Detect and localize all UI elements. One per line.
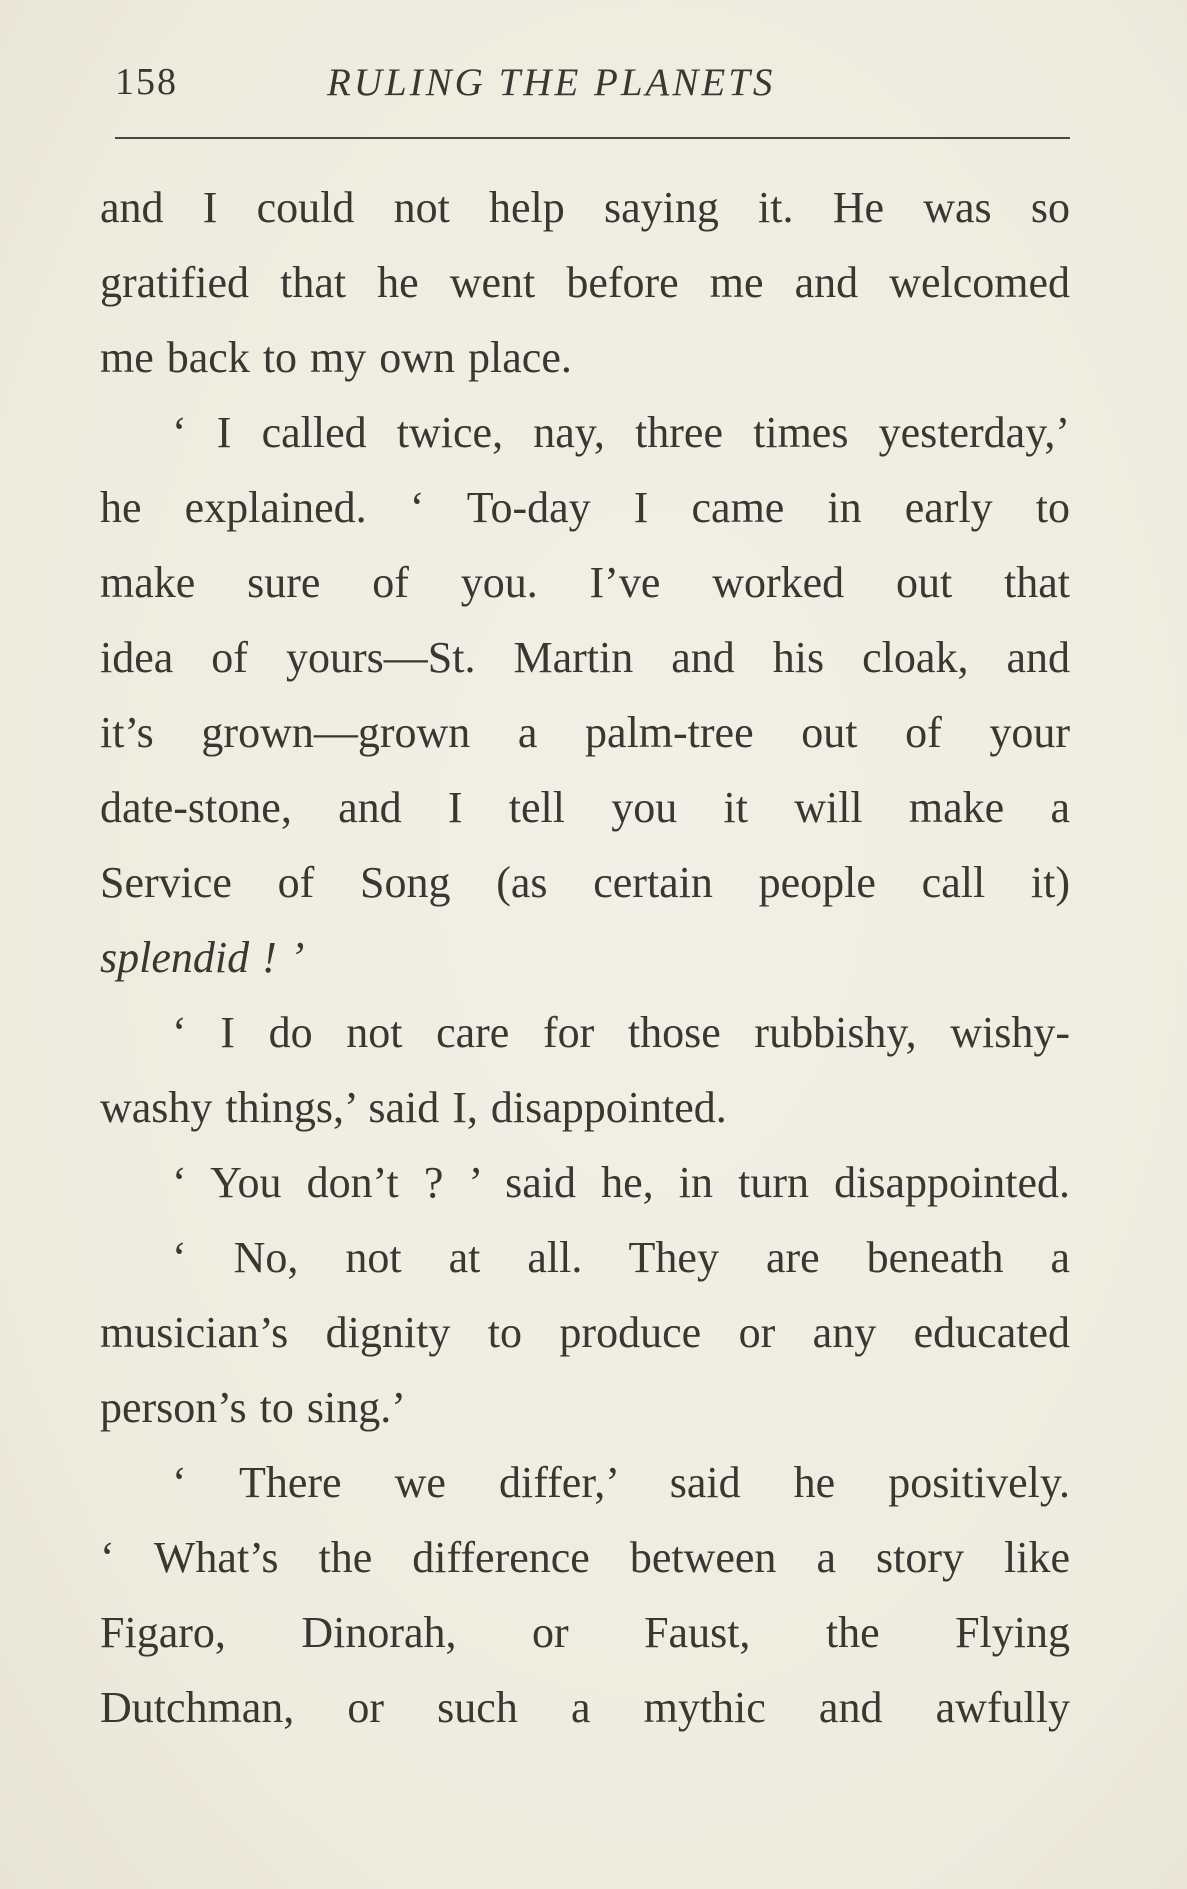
text-line: he explained. ‘ To-day I came in early to (100, 483, 1070, 532)
text-line: ‘ I called twice, nay, three times yesterday,’ (172, 408, 1070, 457)
text-line: make sure of you. I’ve worked out that (100, 558, 1070, 607)
text-line: ‘ No, not at all. They are beneath a (172, 1233, 1070, 1282)
text-line: idea of yours—St. Martin and his cloak, and (100, 633, 1070, 682)
text-line: Service of Song (as certain people call it) (100, 858, 1070, 907)
text-line: Figaro, Dinorah, or Faust, the Flying (100, 1608, 1070, 1657)
text-line: me back to my own place. (100, 333, 572, 382)
text-line: ‘ What’s the difference between a story like (100, 1533, 1070, 1582)
text-line: splendid ! ’ (100, 933, 305, 982)
running-title: RULING THE PLANETS (327, 61, 776, 104)
text-line: musician’s dignity to produce or any educated (100, 1308, 1070, 1357)
text-line: date-stone, and I tell you it will make a (100, 783, 1070, 832)
text-line: ‘ There we differ,’ said he positively. (172, 1458, 1070, 1507)
text-line: ‘ You don’t ? ’ said he, in turn disappointed. (172, 1158, 1070, 1207)
text-line: and I could not help saying it. He was so (100, 183, 1070, 232)
page-header (115, 60, 1070, 112)
text-line: gratified that he went before me and welcomed (100, 258, 1070, 307)
body-text (100, 170, 1070, 1745)
text-line: Dutchman, or such a mythic and awfully (100, 1683, 1070, 1732)
text-line: person’s to sing.’ (100, 1383, 406, 1432)
header-rule (115, 137, 1070, 139)
text-line: ‘ I do not care for those rubbishy, wishy- (172, 1008, 1070, 1057)
text-line: it’s grown—grown a palm-tree out of your (100, 708, 1070, 757)
page-number: 158 (115, 61, 178, 103)
text-line: washy things,’ said I, disappointed. (100, 1083, 727, 1132)
